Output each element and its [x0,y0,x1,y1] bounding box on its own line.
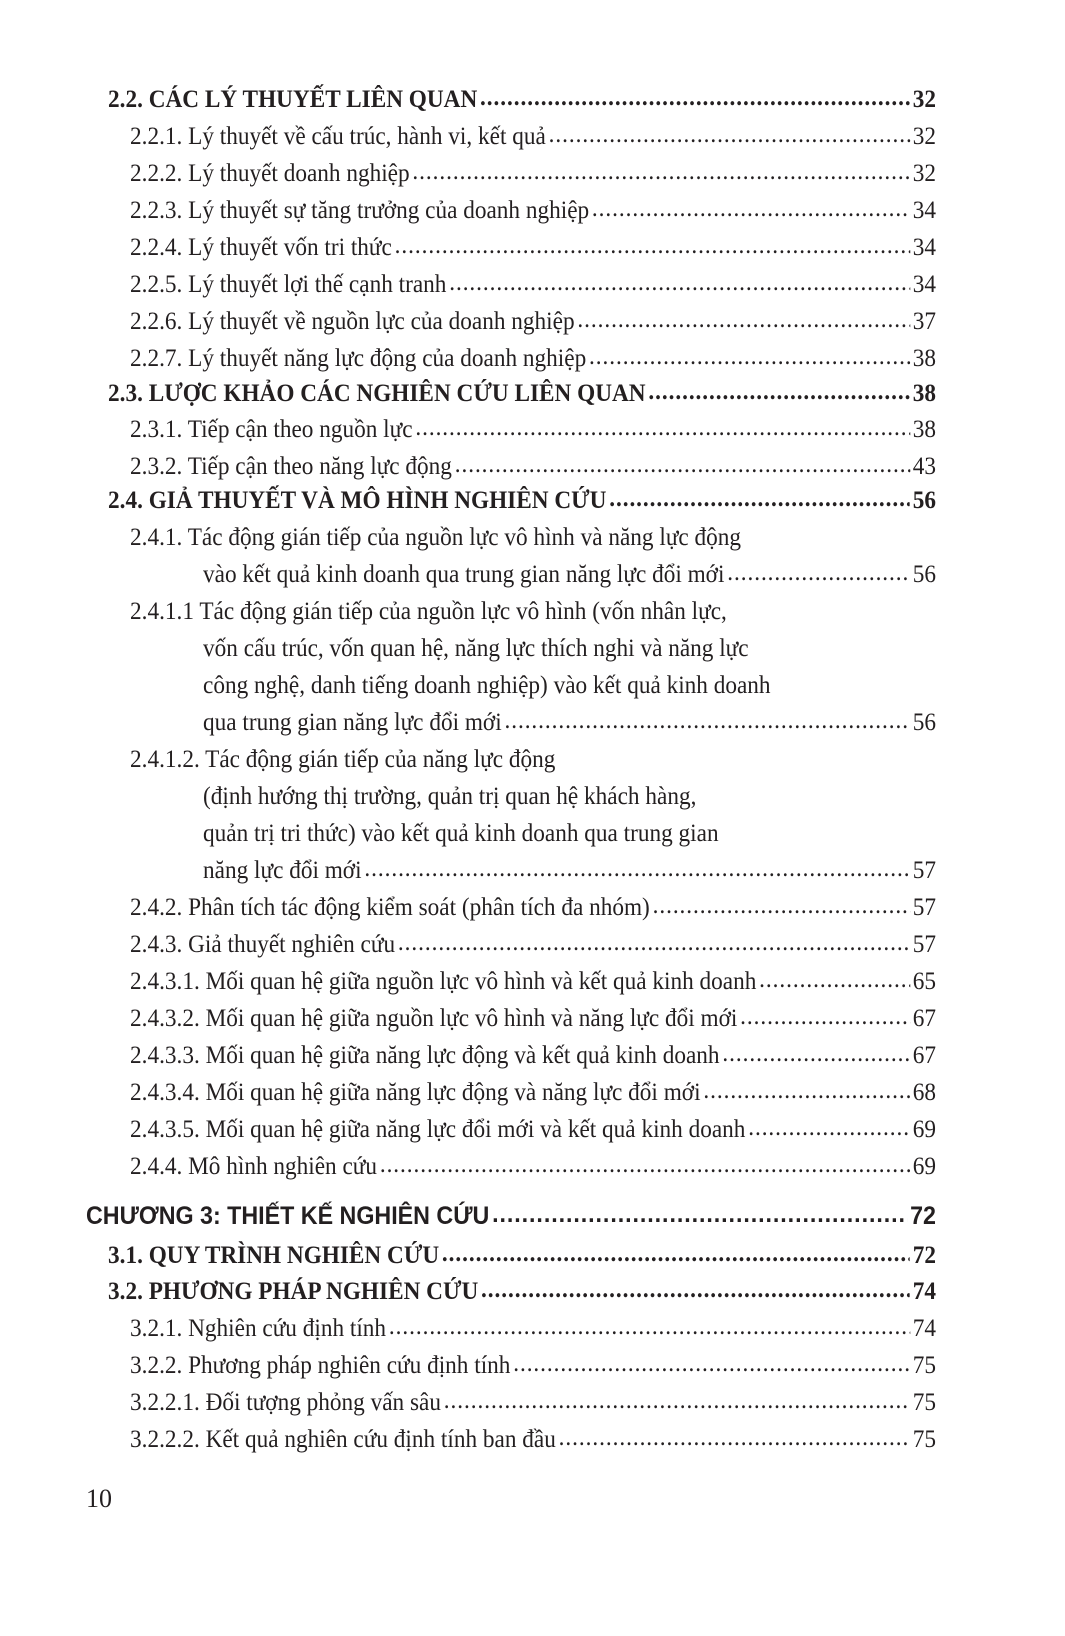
toc-entry-title: 3.2. PHƯƠNG PHÁP NGHIÊN CỨU [108,1278,479,1305]
toc-entry-line [130,594,936,630]
toc-entry-title: 2.4.1. Tác động gián tiếp của nguồn lực vô hình và năng lực động [130,524,742,551]
toc-entry-title: 3.2.2.2. Kết quả nghiên cứu định tính ban đầu [130,1426,556,1453]
toc-entry [203,557,936,593]
toc-entry-page: 57 [912,857,936,884]
leader-dots [480,80,910,116]
toc-entry-title: 2.2.2. Lý thuyết doanh nghiệp [130,160,410,187]
toc-entry [108,376,936,412]
toc-entry [108,1274,936,1310]
leader-dots [444,1383,910,1419]
toc-entry [130,1348,936,1384]
toc-entry-title: vốn cấu trúc, vốn quan hệ, năng lực thích nghi và năng lực [203,635,749,662]
toc-entry [130,1311,936,1347]
leader-dots [759,962,910,998]
leader-dots [577,302,910,338]
toc-entry-line [203,779,936,815]
toc-entry-title: 2.2.4. Lý thuyết vốn tri thức [130,234,392,261]
leader-dots [380,1147,910,1183]
toc-entry-page: 65 [912,968,936,995]
toc-entry-title: 2.4.3.2. Mối quan hệ giữa nguồn lực vô hình và năng lực đổi mới [130,1005,738,1032]
toc-entry [130,449,936,485]
toc-entry-title: 2.4.3.3. Mối quan hệ giữa năng lực động và kết quả kinh doanh [130,1042,720,1069]
toc-entry [130,1038,936,1074]
leader-dots [364,851,910,887]
leader-dots [398,925,910,961]
toc-entry [130,1001,936,1037]
leader-dots [559,1420,910,1456]
toc-entry-title: 2.2.3. Lý thuyết sự tăng trưởng của doanh nghiệp [130,197,590,224]
toc-entry-title: 2.2.6. Lý thuyết về nguồn lực của doanh nghiệp [130,308,575,335]
toc-entry-page: 67 [912,1005,936,1032]
toc-entry-title: 3.2.2.1. Đối tượng phỏng vấn sâu [130,1389,441,1416]
toc-entry-page: 56 [912,561,936,588]
toc-entry [130,1422,936,1458]
toc-entry-title: (định hướng thị trường, quản trị quan hệ khách hàng, [203,783,697,810]
leader-dots [589,339,910,375]
toc-entry-page: 75 [912,1389,936,1416]
toc-entry-title: 3.1. QUY TRÌNH NGHIÊN CỨU [108,1242,440,1269]
toc-entry-line [203,816,936,852]
toc-entry-page: 74 [912,1315,936,1342]
toc-entry [108,483,936,519]
toc-entry-page: 34 [912,271,936,298]
toc-entry-line [130,520,936,556]
toc-entry-title: 2.4.3.5. Mối quan hệ giữa năng lực đổi mới và kết quả kinh doanh [130,1116,746,1143]
toc-entry-page: 72 [912,1242,936,1269]
toc-entry [203,853,936,889]
leader-dots [395,228,910,264]
toc-entry-page: 57 [912,894,936,921]
toc-entry-title: 2.4.1.2. Tác động gián tiếp của năng lực động [130,746,556,773]
toc-entry-title: 2.2.1. Lý thuyết về cấu trúc, hành vi, kết quả [130,123,546,150]
toc-entry-page: 43 [912,453,936,480]
toc-entry [130,927,936,963]
leader-dots [449,265,910,301]
toc-entry [130,119,936,155]
toc-entry-page: 56 [912,487,936,514]
toc-entry-page: 75 [912,1352,936,1379]
toc-entry-page: 38 [912,416,936,443]
leader-dots [442,1236,910,1272]
toc-entry-title: 2.2.7. Lý thuyết năng lực động của doanh nghiệp [130,345,587,372]
toc-entry-title: năng lực đổi mới [203,857,362,884]
toc-entry-page: 69 [912,1116,936,1143]
leader-dots [415,410,910,446]
toc-entry-page: 38 [912,345,936,372]
toc-entry-title: 2.4.3.4. Mối quan hệ giữa năng lực động và năng lực đổi mới [130,1079,701,1106]
leader-dots [412,154,910,190]
toc-entry-page: 69 [912,1153,936,1180]
page-number: 10 [86,1484,112,1513]
toc-entry [130,156,936,192]
toc-entry-title: 2.4.4. Mô hình nghiên cứu [130,1153,378,1180]
leader-dots [653,888,910,924]
toc-entry-title: vào kết quả kinh doanh qua trung gian năng lực đổi mới [203,561,725,588]
leader-dots [748,1110,910,1146]
toc-entry-line [203,668,936,704]
toc-entry-title: 3.2.2. Phương pháp nghiên cứu định tính [130,1352,511,1379]
toc-entry-title: 2.2.5. Lý thuyết lợi thế cạnh tranh [130,271,447,298]
toc-entry-title: công nghệ, danh tiếng doanh nghiệp) vào kết quả kinh doanh [203,672,771,699]
leader-dots [504,703,909,739]
toc-entry [130,890,936,926]
toc-entry-page: 38 [912,380,936,407]
leader-dots [722,1036,910,1072]
toc-chapter-entry [86,1198,936,1234]
toc-entry-page: 56 [912,709,936,736]
toc-entry-line [130,742,936,778]
leader-dots [492,1196,907,1232]
leader-dots [389,1309,910,1345]
leader-dots [455,447,910,483]
toc-entry-page: 57 [912,931,936,958]
leader-dots [481,1272,910,1308]
toc-entry-page: 75 [912,1426,936,1453]
leader-dots [549,117,910,153]
toc-entry-title: 2.4.2. Phân tích tác động kiểm soát (phân tích đa nhóm) [130,894,650,921]
toc-entry-page: 68 [912,1079,936,1106]
toc-entry-page: 67 [912,1042,936,1069]
toc-entry-page: 32 [912,123,936,150]
toc-entry [108,82,936,118]
toc-entry [130,1075,936,1111]
leader-dots [727,555,910,591]
toc-entry [108,1238,936,1274]
toc-entry [203,705,936,741]
toc-entry-title: quản trị tri thức) vào kết quả kinh doanh qua trung gian [203,820,719,847]
toc-entry-title: 2.4.1.1 Tác động gián tiếp của nguồn lực vô hình (vốn nhân lực, [130,598,727,625]
toc-entry-title: 2.3. LƯỢC KHẢO CÁC NGHIÊN CỨU LIÊN QUAN [108,380,646,407]
toc-entry [130,1385,936,1421]
toc-entry [130,304,936,340]
toc-entry-page: 32 [912,86,936,113]
toc-entry-title: CHƯƠNG 3: THIẾT KẾ NGHIÊN CỨU [86,1202,490,1230]
leader-dots [740,999,910,1035]
toc-entry-page: 34 [912,234,936,261]
toc-entry-title: 2.2. CÁC LÝ THUYẾT LIÊN QUAN [108,86,478,113]
toc-entry-page: 37 [912,308,936,335]
toc-entry [130,230,936,266]
toc-entry-page: 74 [912,1278,936,1305]
toc-entry-page: 34 [912,197,936,224]
toc-entry-title: 2.3.1. Tiếp cận theo nguồn lực [130,416,413,443]
toc-entry [130,193,936,229]
toc-entry-title: 3.2.1. Nghiên cứu định tính [130,1315,387,1342]
leader-dots [648,374,910,410]
leader-dots [513,1346,910,1382]
toc-entry [130,1112,936,1148]
toc-entry-line [203,631,936,667]
toc-entry-page: 72 [910,1202,936,1230]
toc-entry-title: 2.3.2. Tiếp cận theo năng lực động [130,453,452,480]
toc-entry-title: qua trung gian năng lực đổi mới [203,709,502,736]
toc-entry-title: 2.4.3.1. Mối quan hệ giữa nguồn lực vô hình và kết quả kinh doanh [130,968,757,995]
toc-entry [130,341,936,377]
toc-entry [130,267,936,303]
toc-entry [130,964,936,1000]
leader-dots [703,1073,910,1109]
toc-entry-page: 32 [912,160,936,187]
toc-entry-title: 2.4. GIẢ THUYẾT VÀ MÔ HÌNH NGHIÊN CỨU [108,487,607,514]
toc-entry-title: 2.4.3. Giả thuyết nghiên cứu [130,931,396,958]
toc-entry [130,1149,936,1185]
toc-entry [130,412,936,448]
leader-dots [609,481,910,517]
leader-dots [592,191,910,227]
